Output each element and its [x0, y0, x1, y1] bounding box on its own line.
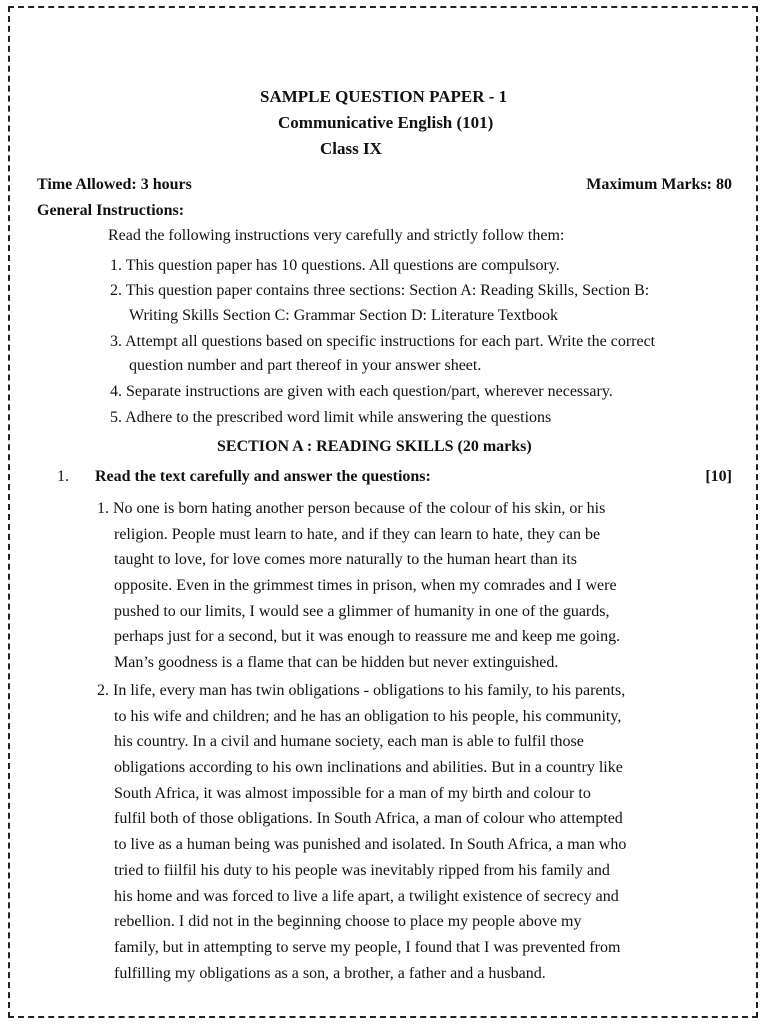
passage-line: tried to fiilfil his duty to his people was inevitably ripped from his family and — [114, 861, 610, 879]
passage-line: taught to love, for love comes more naturally to the human heart than its — [114, 551, 577, 569]
passage-1 — [97, 496, 620, 676]
passage-line: 2. In life, every man has twin obligations - obligations to his family, to his parents, — [97, 682, 626, 699]
subject-title: Communicative English (101) — [278, 113, 494, 132]
instruction-item-3-cont: question number and part thereof in your answer sheet. — [129, 357, 482, 374]
passage-line: to his wife and children; and he has an obligation to his people, his community, — [114, 707, 622, 725]
instruction-item-2: 2. This question paper contains three sections: Section A: Reading Skills, Section B: — [110, 282, 650, 299]
passage-line: family, but in attempting to serve my people, I found that I was prevented from — [114, 938, 621, 956]
class-title: Class IX — [320, 139, 382, 158]
passage-line: rebellion. I did not in the beginning choose to place my people above my — [114, 913, 582, 931]
paper-title: SAMPLE QUESTION PAPER - 1 — [260, 87, 508, 106]
passage-line: fulfilling my obligations as a son, a brother, a father and a husband. — [114, 964, 546, 982]
passage-line: perhaps just for a second, but it was enough to reassure me and keep me going. — [114, 628, 621, 646]
section-a-heading: SECTION A : READING SKILLS (20 marks) — [217, 438, 532, 455]
instruction-item-2-cont: Writing Skills Section C: Grammar Section D: Literature Textbook — [129, 307, 558, 324]
instruction-item-4: 4. Separate instructions are given with each question/part, wherever necessary. — [110, 383, 613, 400]
passage-line: his country. In a civil and humane society, each man is able to fulfil those — [114, 733, 584, 751]
passage-line: pushed to our limits, I would see a glimmer of humanity in one of the guards, — [114, 602, 610, 620]
instruction-item-5: 5. Adhere to the prescribed word limit while answering the questions — [110, 409, 552, 426]
passage-line: his home and was forced to live a life apart, a twilight existence of secrecy and — [114, 887, 619, 905]
passage-line: religion. People must learn to hate, and if they can learn to hate, they can be — [114, 525, 601, 543]
passage-line: South Africa, it was almost impossible for a man of my birth and colour to — [114, 784, 591, 802]
question-prompt: Read the text carefully and answer the questions: — [95, 468, 431, 485]
instruction-item-1: 1. This question paper has 10 questions. All questions are compulsory. — [110, 257, 560, 274]
instruction-item-3: 3. Attempt all questions based on specific instructions for each part. Write the correct — [110, 333, 656, 350]
question-marks: [10] — [705, 468, 732, 485]
passage-line: to live as a human being was punished and isolated. In South Africa, a man who — [114, 836, 627, 854]
passage-2 — [97, 678, 626, 986]
passage-line: Man’s goodness is a flame that can be hidden but never extinguished. — [114, 654, 559, 672]
time-allowed: Time Allowed: 3 hours — [37, 176, 192, 193]
passage-line: opposite. Even in the grimmest times in prison, when my comrades and I were — [114, 577, 617, 595]
instructions-intro: Read the following instructions very carefully and strictly follow them: — [108, 227, 565, 244]
passage-line: obligations according to his own inclinations and abilities. But in a country like — [114, 759, 623, 777]
question-number: 1. — [57, 468, 69, 485]
maximum-marks: Maximum Marks: 80 — [586, 176, 732, 193]
passage-line: 1. No one is born hating another person because of the colour of his skin, or his — [97, 500, 606, 517]
passage-line: fulfil both of those obligations. In South Africa, a man of colour who attempted — [114, 810, 623, 828]
general-instructions-heading: General Instructions: — [37, 202, 185, 219]
